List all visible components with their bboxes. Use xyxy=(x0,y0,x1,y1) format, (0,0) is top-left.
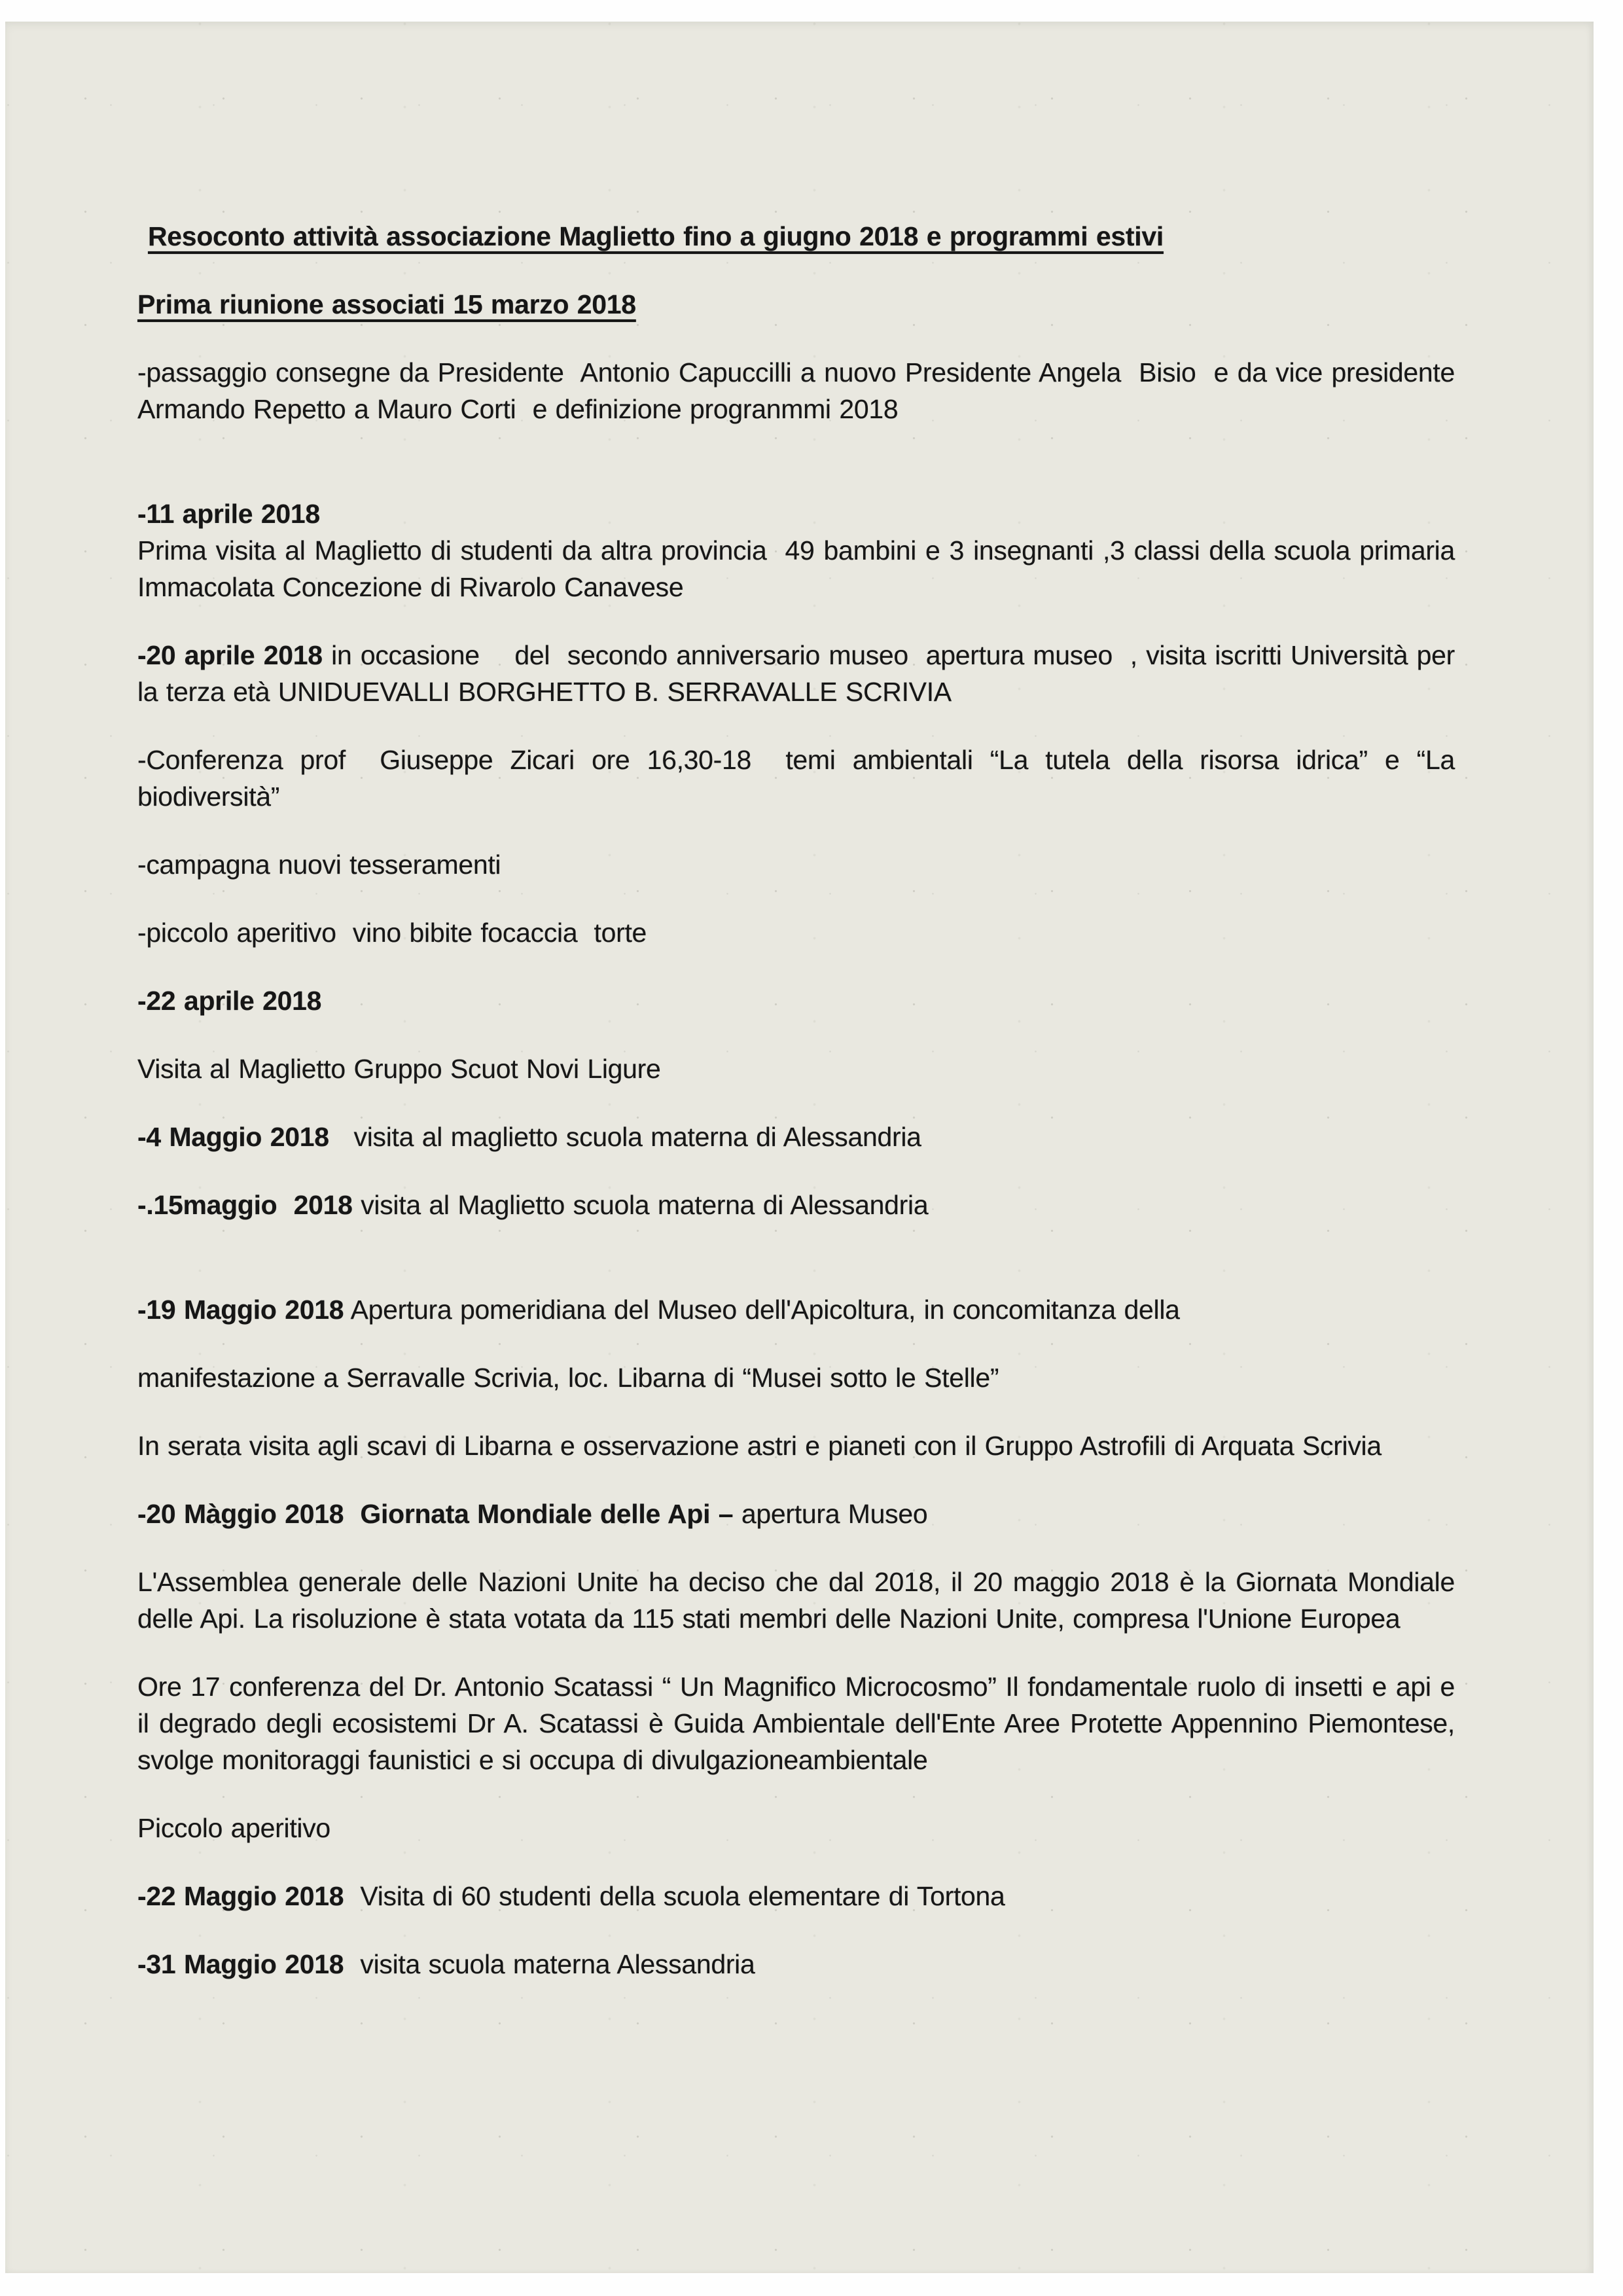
paragraph-15-maggio xyxy=(137,1187,1455,1223)
document-subtitle: Prima riunione associati 15 marzo 2018 xyxy=(137,289,636,319)
paragraph-text: Prima visita al Maglietto di studenti da altra provincia 49 bambini e 3 insegnanti ,3 classi della scuola primaria Immacolata Concezione di Rivarolo Canavese xyxy=(137,535,1463,602)
paragraph-lead: -4 Maggio 2018 xyxy=(137,1122,329,1152)
paragraph-20-aprile xyxy=(137,637,1463,710)
paragraph-conferenza-scatassi xyxy=(137,1668,1463,1778)
paragraph-passaggio-consegne xyxy=(137,354,1462,427)
paragraph-lead: -22 aprile 2018 xyxy=(137,986,322,1016)
paragraph-piccolo-aperitivo-vino xyxy=(137,914,1455,951)
paragraph-campagna-tesseramenti xyxy=(137,846,1455,883)
paragraph-text: -campagna nuovi tesseramenti xyxy=(137,850,501,880)
paragraph-text: -Conferenza prof Giuseppe Zicari ore 16,30-18 temi ambientali “La tutela della risorsa idrica” e “La biodiversità” xyxy=(137,745,1463,812)
date-heading-22-aprile xyxy=(137,982,1455,1019)
paragraph-text: manifestazione a Serravalle Scrivia, loc. Libarna di “Musei sotto le Stelle” xyxy=(137,1363,999,1393)
paragraph-4-maggio xyxy=(137,1119,1455,1155)
paragraph-22-maggio xyxy=(137,1878,1455,1914)
paragraph-assemblea-nazioni-unite xyxy=(137,1564,1463,1637)
paragraph-lead: -11 aprile 2018 xyxy=(137,499,320,529)
paragraph-prima-visita xyxy=(137,532,1463,605)
paragraph-text: In serata visita agli scavi di Libarna e osservazione astri e pianeti con il Gruppo Astrofili di Arquata Scrivia xyxy=(137,1431,1382,1461)
paragraph-text: Visita di 60 studenti della scuola elementare di Tortona xyxy=(344,1881,1005,1911)
paragraph-lead: -20 Màggio 2018 Giornata Mondiale delle Api – xyxy=(137,1499,734,1529)
paragraph-conferenza-zicari xyxy=(137,742,1463,815)
paragraph-lead: -.15maggio 2018 xyxy=(137,1190,353,1220)
document-title: Resoconto attività associazione Maglietto fino a giugno 2018 e programmi estivi xyxy=(148,221,1164,251)
paragraph-text: Visita al Maglietto Gruppo Scuot Novi Ligure xyxy=(137,1054,661,1084)
paragraph-text: visita scuola materna Alessandria xyxy=(344,1949,755,1979)
paragraph-in-serata-astrofili xyxy=(137,1427,1455,1464)
paragraph-manifestazione-libarna xyxy=(137,1359,1455,1396)
paragraph-19-maggio xyxy=(137,1291,1455,1328)
paragraph-text: visita al Maglietto scuola materna di Alessandria xyxy=(352,1190,929,1220)
paragraph-text: visita al maglietto scuola materna di Alessandria xyxy=(329,1122,921,1152)
paragraph-text: -passaggio consegne da Presidente Antonio Capuccilli a nuovo Presidente Angela Bisio e da vice presidente Armando Repetto a Mauro Corti e definizione progranmmi 2018 xyxy=(137,357,1462,424)
document-page xyxy=(5,22,1594,2273)
paragraph-text: -piccolo aperitivo vino bibite focaccia torte xyxy=(137,918,647,948)
paragraph-text: Apertura pomeridiana del Museo dell'Apicoltura, in concomitanza della xyxy=(344,1295,1180,1325)
paragraph-text: Piccolo aperitivo xyxy=(137,1813,330,1843)
paragraph-text: in occasione del secondo anniversario museo apertura museo , visita iscritti Università per la terza età UNIDUEVALLI BORGHETTO B. SERRAVALLE SCRIVIA xyxy=(137,640,1463,707)
paragraph-20-maggio-giornata-api xyxy=(137,1496,1455,1532)
paragraph-31-maggio xyxy=(137,1946,1455,1982)
paragraph-lead: -22 Maggio 2018 xyxy=(137,1881,344,1911)
paragraph-piccolo-aperitivo xyxy=(137,1810,1455,1846)
paragraph-lead: -20 aprile 2018 xyxy=(137,640,323,670)
paragraph-text: apertura Museo xyxy=(733,1499,928,1529)
paragraph-lead: -19 Maggio 2018 xyxy=(137,1295,344,1325)
paragraph-text: Ore 17 conferenza del Dr. Antonio Scatassi “ Un Magnifico Microcosmo” Il fondamentale ruolo di insetti e api e il degrado degli ecosistemi Dr A. Scatassi è Guida Ambientale dell'Ente Aree Protette Appennino Piemontese, svolge monitoraggi faunistici e si occupa di divulgazioneambientale xyxy=(137,1672,1463,1775)
paragraph-lead: -31 Maggio 2018 xyxy=(137,1949,344,1979)
date-heading-11-aprile xyxy=(137,495,1455,532)
paragraph-text: L'Assemblea generale delle Nazioni Unite ha deciso che dal 2018, il 20 maggio 2018 è la Giornata Mondiale delle Api. La risoluzione è stata votata da 115 stati membri delle Nazioni Unite, compresa l'Unione Europea xyxy=(137,1567,1463,1634)
paragraph-visita-gruppo-scuot xyxy=(137,1050,1455,1087)
